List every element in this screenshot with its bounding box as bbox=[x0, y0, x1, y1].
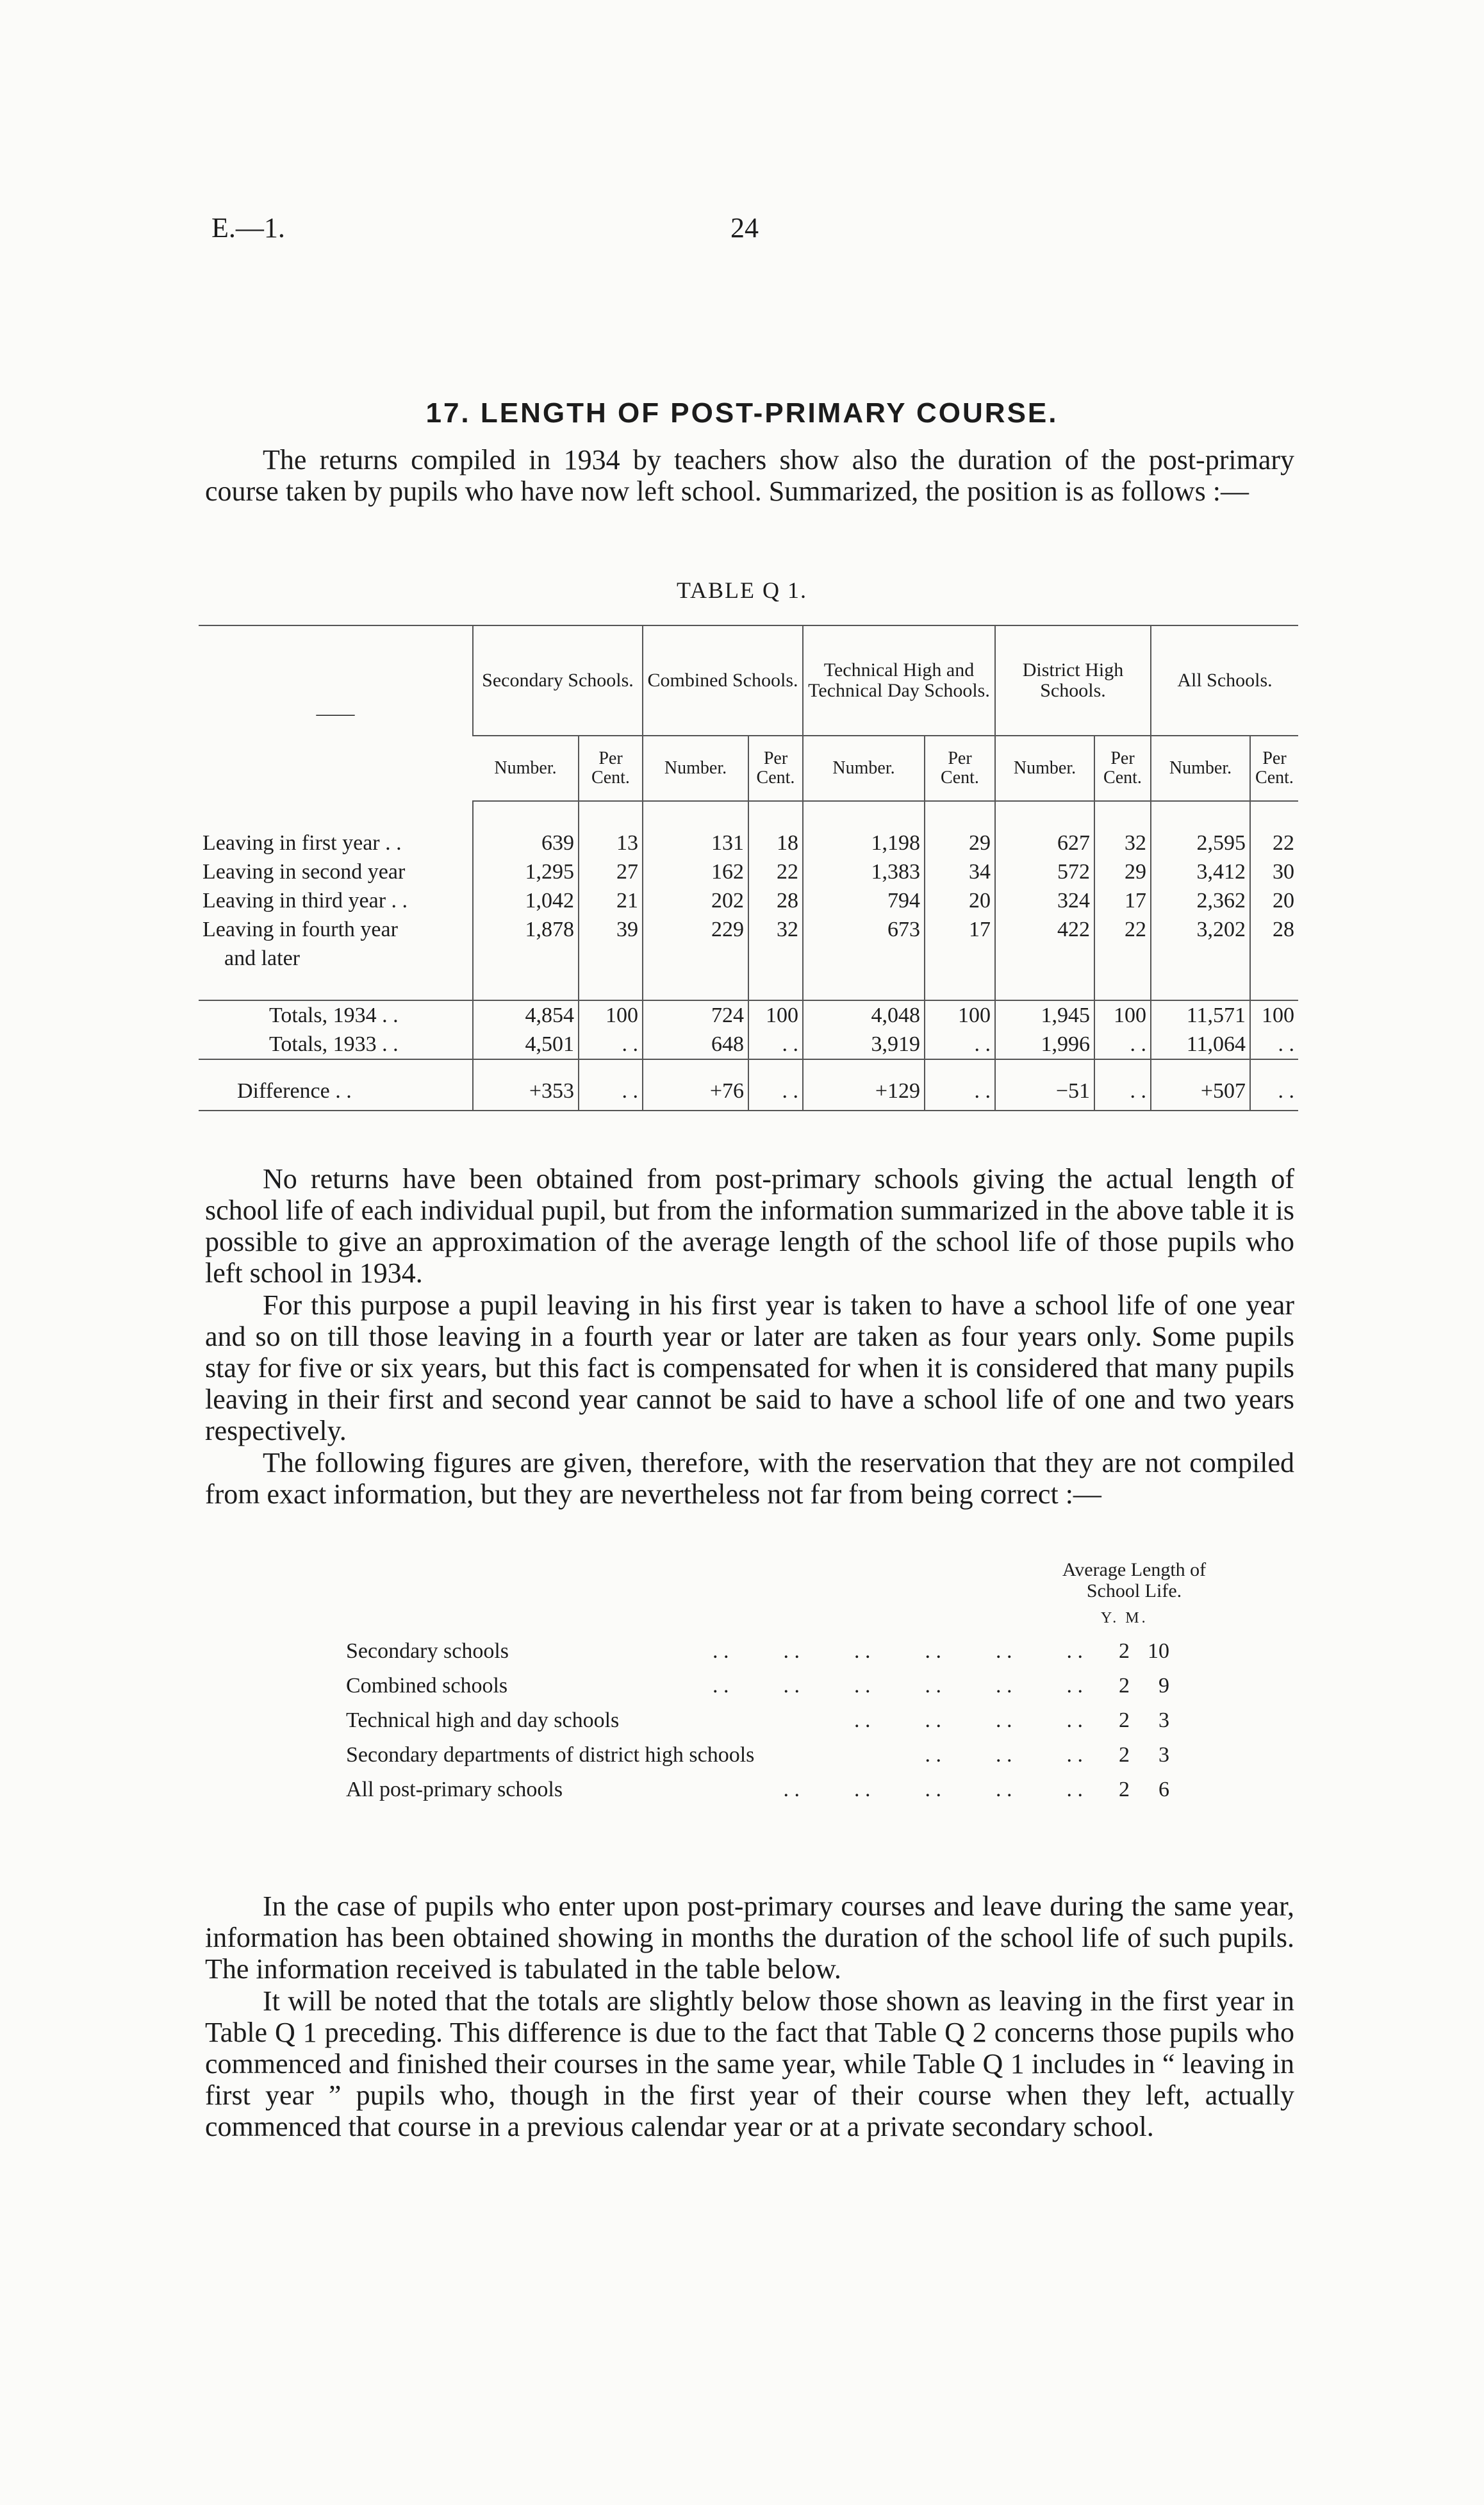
table-cell: 18 bbox=[748, 829, 803, 857]
table-cell: 100 bbox=[579, 1000, 643, 1030]
table-cell: 29 bbox=[925, 829, 995, 857]
table-cell: 11,064 bbox=[1151, 1030, 1250, 1059]
table-cell bbox=[579, 944, 643, 973]
row-label: Difference . . bbox=[199, 1071, 473, 1111]
dot-leader: . . . . . . . . bbox=[854, 1708, 1083, 1732]
dot-leader: . . . . . . . . . . . . bbox=[713, 1674, 1083, 1698]
table-cell: 4,854 bbox=[473, 1000, 579, 1030]
table-row bbox=[199, 886, 1298, 915]
table-cell: 39 bbox=[579, 915, 643, 944]
school-type: Combined schools bbox=[346, 1674, 508, 1698]
row-label: Leaving in third year . . bbox=[202, 889, 408, 913]
table-cell bbox=[925, 944, 995, 973]
avg-length-ym: Y. M. bbox=[1101, 1610, 1148, 1626]
table-cell: 100 bbox=[925, 1000, 995, 1030]
months-value: 10 bbox=[1148, 1639, 1169, 1663]
dot-leader: . . . . . . bbox=[925, 1743, 1083, 1767]
table-cell: 4,048 bbox=[803, 1000, 925, 1030]
table-row bbox=[199, 1030, 1298, 1059]
section-title: 17. LENGTH OF POST-PRIMARY COURSE. bbox=[425, 397, 1059, 429]
table-cell: 34 bbox=[925, 857, 995, 886]
paragraph-2: For this purpose a pupil leaving in his first year is taken to have a school life of one year and so on till those leaving in a fourth year or later are taken as four years only. Some pupils stay for five or six years, but this fact is compensated for when it is considered that many pupils leaving in their first and second year cannot be said to have a school life of one and two years respectively. bbox=[205, 1289, 1294, 1446]
years-value: 2 bbox=[1119, 1639, 1130, 1663]
school-type: All post-primary schools bbox=[346, 1778, 563, 1801]
months-value: 3 bbox=[1158, 1743, 1169, 1767]
avg-length-heading: Average Length of School Life. bbox=[1062, 1559, 1207, 1601]
table-cell: 20 bbox=[1250, 886, 1298, 915]
table-cell: 572 bbox=[995, 857, 1094, 886]
table-cell: . . bbox=[1250, 1071, 1298, 1111]
table-cell: 162 bbox=[643, 857, 748, 886]
table-row bbox=[199, 1000, 1298, 1030]
group-combined: Combined Schools. bbox=[643, 626, 803, 736]
sub-number: Number. bbox=[643, 736, 748, 801]
table-cell: 3,412 bbox=[1151, 857, 1250, 886]
table-cell: 1,878 bbox=[473, 915, 579, 944]
school-type: Technical high and day schools bbox=[346, 1708, 620, 1732]
table-row bbox=[199, 1071, 1298, 1111]
sub-number: Number. bbox=[803, 736, 925, 801]
table-cell: 100 bbox=[1094, 1000, 1151, 1030]
paragraph-4: In the case of pupils who enter upon post-primary courses and leave during the same year, information has been obtained showing in months the duration of the school life of such pupils. The information received is tabulated in the table below. bbox=[205, 1890, 1294, 1985]
table-cell: 27 bbox=[579, 857, 643, 886]
table-cell: −51 bbox=[995, 1071, 1094, 1111]
table-cell: 29 bbox=[1094, 857, 1151, 886]
list-item bbox=[346, 1634, 1179, 1669]
table-row bbox=[199, 829, 1298, 857]
row-label: Totals, 1933 . . bbox=[269, 1032, 399, 1056]
table-cell: 1,042 bbox=[473, 886, 579, 915]
table-cell bbox=[1151, 944, 1250, 973]
sub-percent: Per Cent. bbox=[579, 736, 643, 801]
table-cell: 1,295 bbox=[473, 857, 579, 886]
table-q1-caption: TABLE Q 1. bbox=[676, 577, 808, 603]
table-cell: 627 bbox=[995, 829, 1094, 857]
table-cell bbox=[473, 944, 579, 973]
sub-number: Number. bbox=[995, 736, 1094, 801]
months-value: 9 bbox=[1158, 1674, 1169, 1698]
list-item bbox=[346, 1738, 1179, 1773]
months-value: 6 bbox=[1158, 1778, 1169, 1801]
sub-percent: Per Cent. bbox=[1094, 736, 1151, 801]
sub-number: Number. bbox=[1151, 736, 1250, 801]
document-code: E.—1. bbox=[211, 212, 285, 244]
table-cell: 1,996 bbox=[995, 1030, 1094, 1059]
table-cell: 17 bbox=[1094, 886, 1151, 915]
row-label: and later bbox=[224, 947, 300, 970]
table-cell: 1,383 bbox=[803, 857, 925, 886]
table-cell: . . bbox=[1094, 1030, 1151, 1059]
table-cell: 648 bbox=[643, 1030, 748, 1059]
table-cell: 3,919 bbox=[803, 1030, 925, 1059]
table-cell bbox=[1094, 944, 1151, 973]
months-value: 3 bbox=[1158, 1708, 1169, 1732]
table-cell: . . bbox=[925, 1071, 995, 1111]
years-value: 2 bbox=[1119, 1674, 1130, 1698]
table-cell bbox=[748, 944, 803, 973]
table-cell: 28 bbox=[748, 886, 803, 915]
group-all-schools: All Schools. bbox=[1151, 626, 1298, 736]
list-item bbox=[346, 1669, 1179, 1703]
table-cell: 724 bbox=[643, 1000, 748, 1030]
table-cell: 17 bbox=[925, 915, 995, 944]
table-row bbox=[199, 857, 1298, 886]
school-type: Secondary departments of district high schools bbox=[346, 1743, 755, 1767]
table-cell: 1,198 bbox=[803, 829, 925, 857]
row-label: Totals, 1934 . . bbox=[199, 1000, 473, 1030]
table-cell bbox=[803, 944, 925, 973]
paragraph-1: No returns have been obtained from post-primary schools giving the actual length of school life of each individual pupil, but from the information summarized in the above table it is possible to give an approximation of the average length of the school life of those pupils who left school in 1934. bbox=[205, 1163, 1294, 1289]
table-cell: +129 bbox=[803, 1071, 925, 1111]
table-cell: 229 bbox=[643, 915, 748, 944]
table-cell: 1,945 bbox=[995, 1000, 1094, 1030]
table-cell: +353 bbox=[473, 1071, 579, 1111]
table-cell: 794 bbox=[803, 886, 925, 915]
table-cell: . . bbox=[1094, 1071, 1151, 1111]
table-row bbox=[199, 944, 1298, 973]
row-label: Leaving in fourth year bbox=[202, 918, 398, 941]
table-cell: 100 bbox=[1250, 1000, 1298, 1030]
table-cell: 30 bbox=[1250, 857, 1298, 886]
table-row bbox=[199, 915, 1298, 944]
list-item bbox=[346, 1773, 1179, 1807]
table-cell bbox=[995, 944, 1094, 973]
table-cell: 422 bbox=[995, 915, 1094, 944]
years-value: 2 bbox=[1119, 1778, 1130, 1801]
intro-paragraph: The returns compiled in 1934 by teachers show also the duration of the post-primary course taken by pupils who have now left school. Summarized, the position is as follows :— bbox=[205, 444, 1294, 507]
table-cell bbox=[1250, 944, 1298, 973]
table-cell: 131 bbox=[643, 829, 748, 857]
group-district-high: District High Schools. bbox=[995, 626, 1151, 736]
sub-percent: Per Cent. bbox=[1250, 736, 1298, 801]
avg-length-list bbox=[346, 1634, 1179, 1807]
table-spacer bbox=[199, 1059, 1298, 1071]
table-cell: 22 bbox=[1250, 829, 1298, 857]
table-cell: . . bbox=[579, 1030, 643, 1059]
table-cell: 20 bbox=[925, 886, 995, 915]
group-technical: Technical High and Technical Day Schools. bbox=[803, 626, 995, 736]
sub-percent: Per Cent. bbox=[748, 736, 803, 801]
sub-percent: Per Cent. bbox=[925, 736, 995, 801]
table-cell: 324 bbox=[995, 886, 1094, 915]
table-cell: 28 bbox=[1250, 915, 1298, 944]
page-number: 24 bbox=[730, 212, 759, 244]
row-label: Leaving in first year . . bbox=[202, 831, 402, 855]
dot-leader: . . . . . . . . . . . . bbox=[713, 1639, 1083, 1663]
table-cell: 4,501 bbox=[473, 1030, 579, 1059]
school-type: Secondary schools bbox=[346, 1639, 509, 1663]
table-cell: 3,202 bbox=[1151, 915, 1250, 944]
paragraph-3: The following figures are given, therefore, with the reservation that they are not compiled from exact information, but they are nevertheless not far from being correct :— bbox=[205, 1447, 1294, 1510]
table-cell: 22 bbox=[748, 857, 803, 886]
sub-number: Number. bbox=[473, 736, 579, 801]
table-cell: . . bbox=[579, 1071, 643, 1111]
table-cell: +76 bbox=[643, 1071, 748, 1111]
table-cell: 21 bbox=[579, 886, 643, 915]
table-cell: . . bbox=[748, 1071, 803, 1111]
table-cell: 2,362 bbox=[1151, 886, 1250, 915]
table-cell: 22 bbox=[1094, 915, 1151, 944]
table-cell: 100 bbox=[748, 1000, 803, 1030]
table-cell: 2,595 bbox=[1151, 829, 1250, 857]
years-value: 2 bbox=[1119, 1708, 1130, 1732]
years-value: 2 bbox=[1119, 1743, 1130, 1767]
table-cell: 11,571 bbox=[1151, 1000, 1250, 1030]
table-cell: 32 bbox=[748, 915, 803, 944]
table-cell: +507 bbox=[1151, 1071, 1250, 1111]
table-cell: 32 bbox=[1094, 829, 1151, 857]
table-cell: . . bbox=[748, 1030, 803, 1059]
table-cell: . . bbox=[1250, 1030, 1298, 1059]
table-cell: 673 bbox=[803, 915, 925, 944]
paragraph-5: It will be noted that the totals are slightly below those shown as leaving in the first year in Table Q 1 preceding. This difference is due to the fact that Table Q 2 concerns those pupils who commenced and finished their courses in the same year, while Table Q 1 includes in “ leaving in first year ” pupils who, though in the first year of their course when they left, actually commenced that course in a previous calendar year or at a private secondary school. bbox=[205, 1985, 1294, 2142]
dot-leader: . . . . . . . . . . bbox=[783, 1778, 1083, 1801]
row-label: Leaving in second year bbox=[202, 860, 406, 884]
table-corner: —— bbox=[316, 702, 355, 724]
table-cell: . . bbox=[925, 1030, 995, 1059]
list-item bbox=[346, 1703, 1179, 1738]
table-cell: 639 bbox=[473, 829, 579, 857]
group-secondary: Secondary Schools. bbox=[473, 626, 643, 736]
table-cell bbox=[643, 944, 748, 973]
table-cell: 202 bbox=[643, 886, 748, 915]
table-q1 bbox=[199, 625, 1298, 1111]
table-cell: 13 bbox=[579, 829, 643, 857]
